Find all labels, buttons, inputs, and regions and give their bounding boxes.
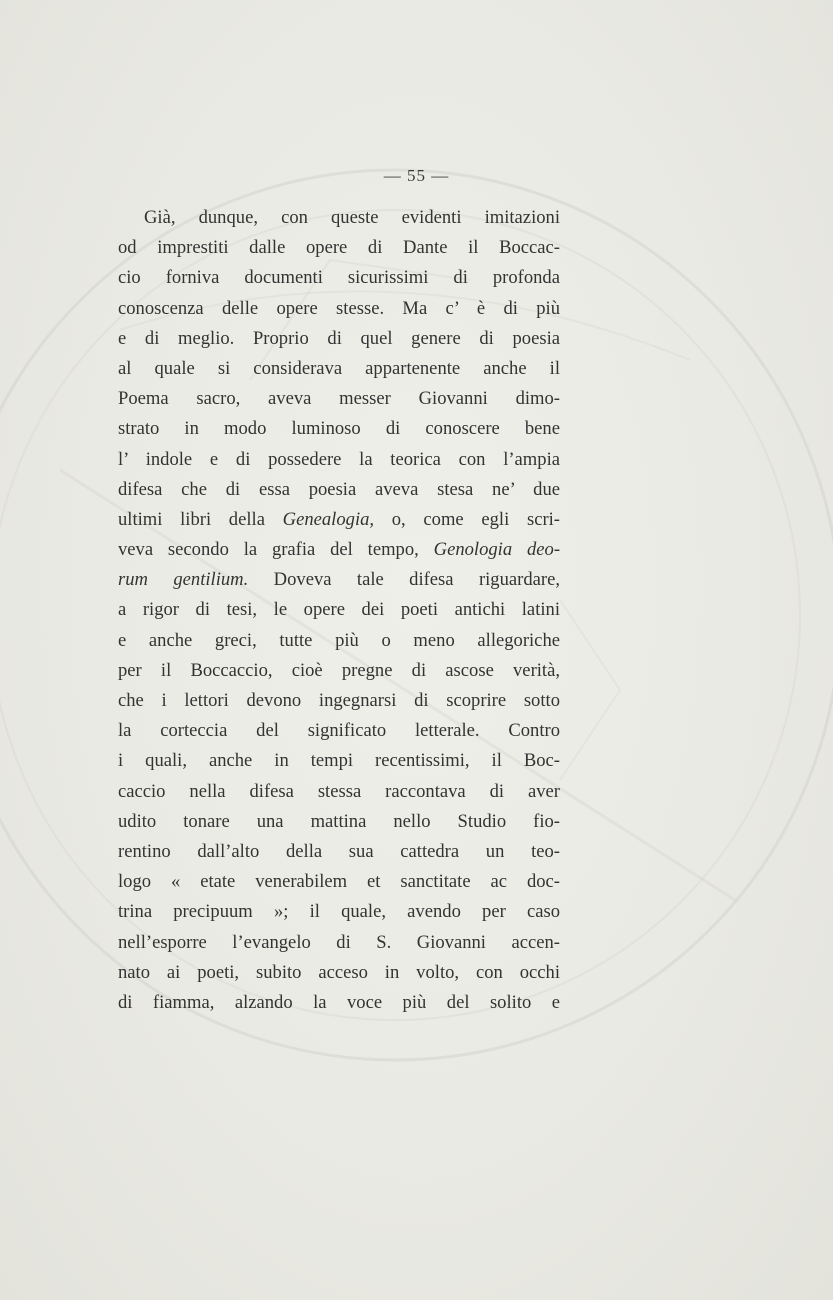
text-segment: Doveva tale difesa riguardare, [248,569,560,591]
text-line: cio forniva documenti sicurissimi di profonda [118,267,560,289]
text-line: di fiamma, alzando la voce più del solito e [118,991,560,1013]
book-title-italic: Genealogia, [282,508,375,530]
book-title-italic: rum gentilium. [118,569,249,591]
text-line: rentino dall’alto della sua cattedra un teo- [118,840,560,862]
text-line: logo « etate venerabilem et sanctitate ac doc- [118,871,560,893]
text-line: strato in modo luminoso di conoscere bene [118,418,560,440]
text-line: Poema sacro, aveva messer Giovanni dimo- [118,388,560,410]
text-line: nell’esporre l’evangelo di S. Giovanni accen- [118,931,560,953]
body-text [118,203,560,1018]
text-line: od imprestiti dalle opere di Dante il Boccac- [118,237,560,259]
text-line: e anche greci, tutte più o meno allegoriche [118,629,560,651]
text-line: udito tonare una mattina nello Studio fio- [118,810,560,832]
text-line: caccio nella difesa stessa raccontava di aver [118,780,560,802]
page-number: — 55 — [383,166,450,185]
text-segment: o, come egli scri- [374,508,560,530]
text-line [118,505,560,535]
text-line: e di meglio. Proprio di quel genere di poesia [118,327,560,349]
text-line: la corteccia del significato letterale. Contro [118,720,560,742]
text-line: nato ai poeti, subito acceso in volto, con occhi [118,961,560,983]
text-line: conoscenza delle opere stesse. Ma c’ è di più [118,297,560,319]
text-line: trina precipuum »; il quale, avendo per caso [118,901,560,923]
book-title-italic: Genologia deo- [433,539,561,561]
text-segment: veva secondo la grafia del tempo, [118,539,434,561]
text-line: i quali, anche in tempi recentissimi, il Boc- [118,750,560,772]
text-line: per il Boccaccio, cioè pregne di ascose verità, [118,659,560,681]
text-line: difesa che di essa poesia aveva stesa ne’ due [118,478,560,500]
text-line: l’ indole e di possedere la teorica con l’ampia [118,448,560,470]
text-line: Già, dunque, con queste evidenti imitazioni [144,207,560,228]
text-line [118,535,560,565]
text-segment: ultimi libri della [118,508,283,530]
text-line: che i lettori devono ingegnarsi di scoprire sotto [118,690,560,711]
text-line [118,565,560,595]
text-line: al quale si considerava appartenente anche il [118,357,560,379]
text-line: a rigor di tesi, le opere dei poeti antichi latini [118,599,560,621]
